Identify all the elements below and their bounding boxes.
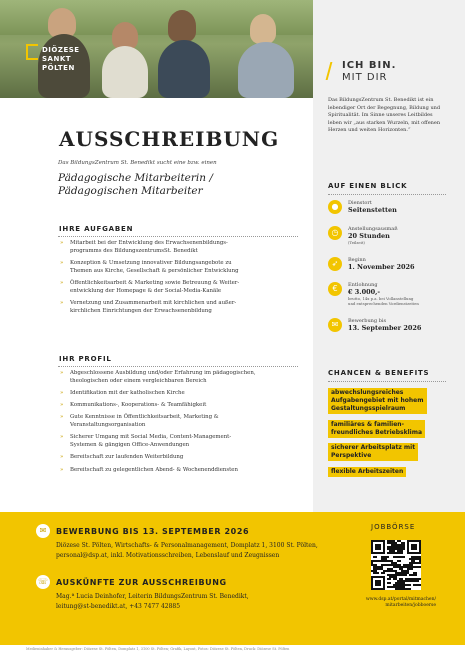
- jobboerse-link[interactable]: www.dsp.at/portal/mitmachen/ mitarbeiten/jobboerse: [365, 597, 436, 608]
- logo-mark-icon: [26, 44, 38, 60]
- list-item: » Identifikation mit der katholischen Kirche: [60, 389, 185, 396]
- profile-heading: IHR PROFIL: [59, 355, 112, 363]
- fact-item: € Entlohnung € 3.000,- brutto, 14x p.a. bei Vollanstellung und entsprechenden Vordienstzeiten: [328, 282, 446, 310]
- bullet-arrow-icon: »: [60, 389, 64, 396]
- bullet-arrow-icon: »: [60, 414, 64, 421]
- list-item: » Mitarbeit bei der Entwicklung des Erwachsenenbildungs- programms des BildungszentrumsSt. Benedikt: [60, 240, 228, 254]
- contact-heading: AUSKÜNFTE ZUR AUSSCHREIBUNG: [56, 578, 227, 587]
- tasks-divider: [58, 236, 298, 237]
- bullet-arrow-icon: »: [60, 240, 64, 246]
- list-item: » Vernetzung und Zusammenarbeit mit kirchlichen und außer- kirchlichen Einrichtungen der Erwachsenenbildung: [60, 299, 237, 314]
- application-text: Diözese St. Pölten, Wirtschafts- & Personalmanagement, Domplatz 1, 3100 St. Pölten, personal@dsp.at, inkl. Motivationsschreiben, Lebenslauf und Zeugnissen: [56, 542, 318, 559]
- benefit-chip: sicherer Arbeitsplatz mit Perspektive: [328, 443, 418, 461]
- clock-icon: ◷: [328, 226, 342, 240]
- bullet-arrow-icon: »: [60, 466, 64, 473]
- intro-line: Das BildungsZentrum St. Benedikt sucht eine bzw. einen: [58, 160, 217, 166]
- intro-quote: Das BildungsZentrum St. Benedikt ist ein lebendiger Ort der Begegnung, Bildung und Spiritualität. Im Sinne unseres Leitbildes leben wir „aus starken Wurzeln, mit offenen Herzen und weiten Horizonten.“: [328, 97, 441, 133]
- benefit-chip: familiäres & familien- freundliches Betriebsklima: [328, 420, 425, 438]
- tasks-list: [58, 240, 303, 320]
- bullet-arrow-icon: »: [60, 402, 64, 409]
- bullet-arrow-icon: »: [60, 299, 64, 306]
- list-item: » Abgeschlossene Ausbildung und/oder Erfahrung im pädagogischen, theologischen oder einem vergleichbaren Bereich: [60, 370, 256, 384]
- fact-item: ✉ Bewerbung bis 13. September 2026: [328, 318, 446, 346]
- bullet-arrow-icon: »: [60, 259, 64, 266]
- page-title: AUSSCHREIBUNG: [59, 127, 280, 151]
- jobboerse-heading: JOBBÖRSE: [371, 523, 416, 531]
- benefit-chip: flexible Arbeitszeiten: [328, 467, 406, 477]
- benefit-chip: abwechslungsreiches Aufgabengebiet mit hohem Gestaltungsspielraum: [328, 388, 427, 414]
- rocket-icon: ➶: [328, 257, 342, 271]
- profile-divider: [58, 366, 298, 367]
- envelope-icon: ✉: [36, 524, 50, 538]
- list-item: » Kommunikations-, Kooperations- & Teamfähigkeit: [60, 402, 207, 409]
- tasks-heading: IHRE AUFGABEN: [59, 225, 134, 233]
- benefits-divider: [328, 381, 446, 382]
- list-item: » Konzeption & Umsetzung innovativer Bildungsangebote zu Themen aus Kirche, Gesellschaft & persönlicher Entwicklung: [60, 259, 239, 274]
- list-item: » Öffentlichkeitsarbeit & Marketing sowie Betreuung & Weiter- entwicklung der Homepage & der Social-Media-Kanäle: [60, 279, 240, 294]
- list-item: » Bereitschaft zu gelegentlichen Abend- & Wochenenddiensten: [60, 466, 238, 473]
- envelope-icon: ✉: [328, 318, 342, 332]
- coins-icon: €: [328, 282, 342, 296]
- contact-text: Mag.ª Lucia Deinhofer, Leiterin BildungsZentrum St. Benedikt, leitung@st-benedikt.at, +43 7477 42885: [56, 593, 249, 610]
- benefits-heading: CHANCEN & BENEFITS: [328, 369, 430, 377]
- fact-item: ➶ Beginn 1. November 2026: [328, 257, 446, 285]
- imprint: Medieninhaber & Herausgeber: Diözese St. Pölten, Domplatz 1, 3100 St. Pölten; Grafik, Layout, Fotos: Diözese St. Pölten, Druck: Diözese St. Pölten: [26, 647, 290, 651]
- application-heading: BEWERBUNG BIS 13. SEPTEMBER 2026: [56, 527, 250, 536]
- list-item: » Bereitschaft zur laufenden Weiterbildung: [60, 454, 184, 461]
- list-item: » Sicherer Umgang mit Social Media, Content-Management- Systemen & gängigen Office-Anwendungen: [60, 434, 232, 449]
- list-item: » Gute Kenntnisse in Öffentlichkeitsarbeit, Marketing & Veranstaltungsorganisation: [60, 414, 219, 429]
- phone-icon: ☏: [36, 575, 50, 589]
- location-pin-icon: ●: [328, 200, 342, 214]
- qr-code[interactable]: [371, 540, 421, 590]
- glance-heading: AUF EINEN BLICK: [328, 182, 408, 190]
- fact-item: ◷ Anstellungsausmaß 20 Stunden (Teilzeit): [328, 226, 446, 254]
- job-title: Pädagogische Mitarbeiterin / Pädagogischen Mitarbeiter: [58, 172, 213, 197]
- profile-list: [58, 370, 303, 479]
- bullet-arrow-icon: »: [60, 454, 64, 461]
- bullet-arrow-icon: »: [60, 279, 64, 286]
- fact-item: ● Dienstort Seitenstetten: [328, 200, 446, 228]
- bullet-arrow-icon: »: [60, 370, 64, 376]
- glance-divider: [328, 194, 446, 195]
- bullet-arrow-icon: »: [60, 434, 64, 441]
